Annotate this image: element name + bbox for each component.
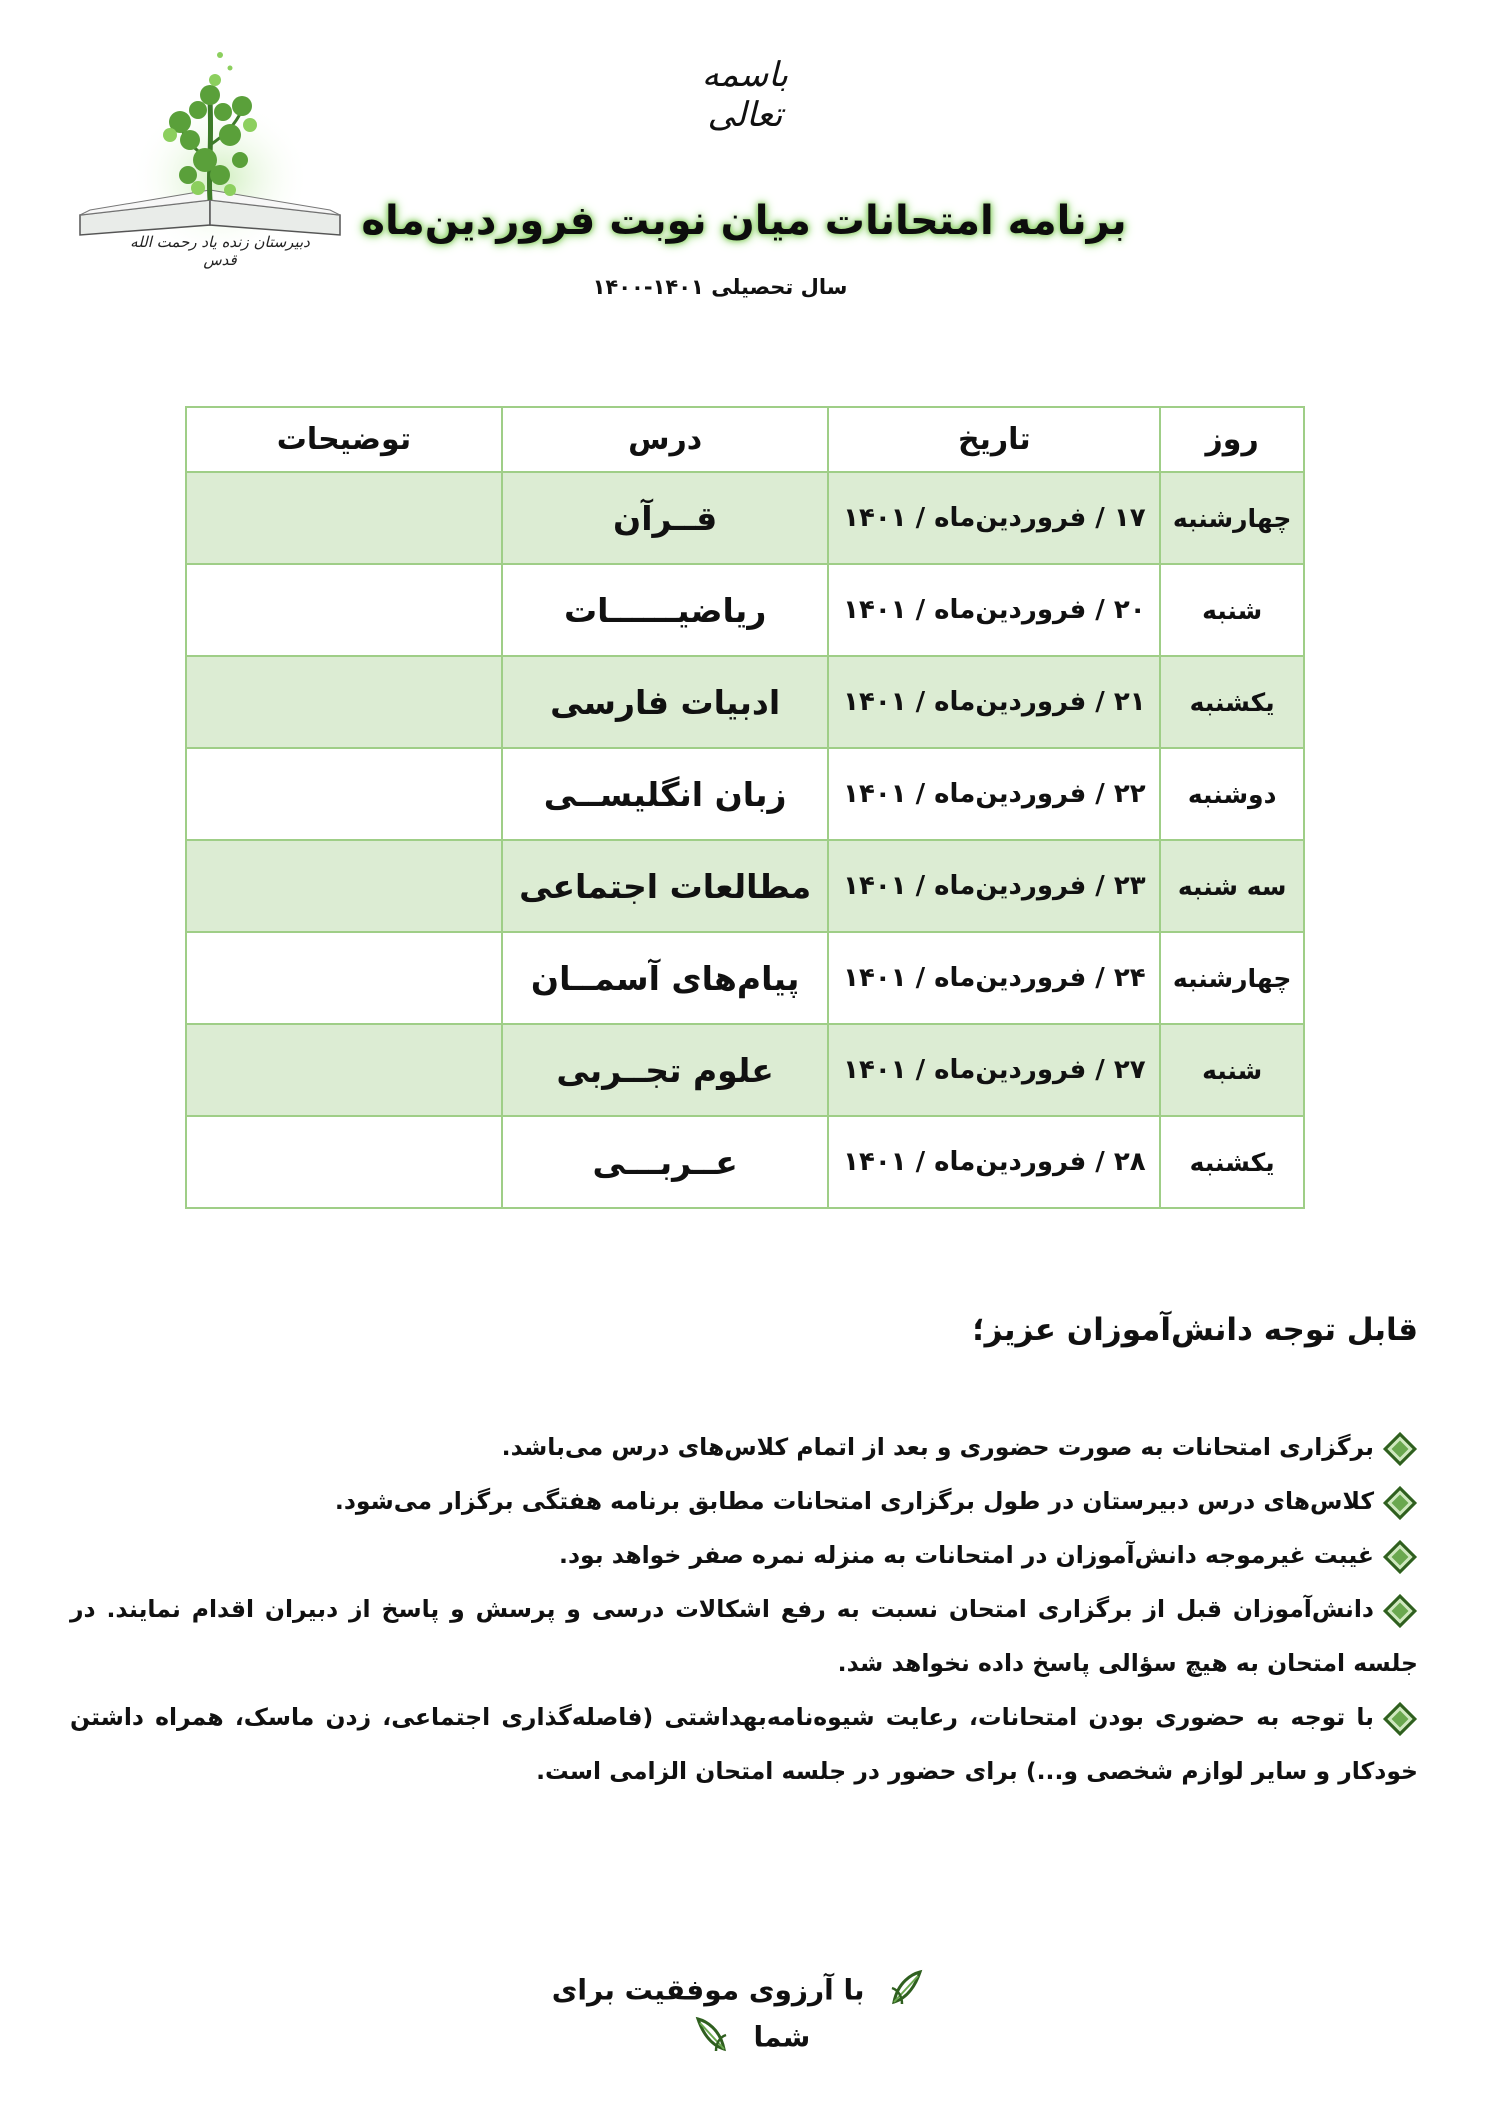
- cell-date: ۲۴ / فروردین‌ماه / ۱۴۰۱: [828, 932, 1160, 1024]
- header-notes: توضیحات: [186, 407, 502, 472]
- table-row: [186, 748, 1304, 840]
- cell-notes: [186, 840, 502, 932]
- cell-subject: عــربـــی: [502, 1116, 829, 1208]
- cell-subject: ریاضیــــــات: [502, 564, 829, 656]
- note-text: برگزاری امتحانات به صورت حضوری و بعد از اتمام کلاس‌های درس می‌باشد.: [501, 1433, 1374, 1461]
- cell-date: ۲۲ / فروردین‌ماه / ۱۴۰۱: [828, 748, 1160, 840]
- notes-title: قابل توجه دانش‌آموزان عزیز؛: [972, 1312, 1418, 1348]
- cell-date: ۲۸ / فروردین‌ماه / ۱۴۰۱: [828, 1116, 1160, 1208]
- cell-subject: زبان انگلیســی: [502, 748, 829, 840]
- cell-date: ۲۷ / فروردین‌ماه / ۱۴۰۱: [828, 1024, 1160, 1116]
- cell-notes: [186, 656, 502, 748]
- table-row: [186, 656, 1304, 748]
- header-date: تاریخ: [828, 407, 1160, 472]
- cell-day: سه شنبه: [1160, 840, 1304, 932]
- exam-schedule-table: [185, 406, 1305, 1209]
- cell-day: یکشنبه: [1160, 1116, 1304, 1208]
- footer-wish: [520, 1968, 970, 2062]
- cell-notes: [186, 1116, 502, 1208]
- table-row: [186, 1116, 1304, 1208]
- page-title: برنامه امتحانات میان نوبت فروردین‌ماه: [361, 198, 1127, 244]
- cell-day: شنبه: [1160, 564, 1304, 656]
- basmala: باسمه تعالی: [701, 55, 789, 135]
- header-subject: درس: [502, 407, 829, 472]
- cell-day: شنبه: [1160, 1024, 1304, 1116]
- cell-date: ۲۰ / فروردین‌ماه / ۱۴۰۱: [828, 564, 1160, 656]
- logo-caption: دبیرستان زنده یاد رحمت الله قدس: [130, 233, 310, 269]
- diamond-bullet-icon: [1383, 1432, 1417, 1466]
- list-item: [70, 1420, 1418, 1474]
- note-text: با توجه به حضوری بودن امتحانات، رعایت شیوه‌نامه‌بهداشتی (فاصله‌گذاری اجتماعی، زدن ماسک، همراه داشتن خودکار و سایر لوازم شخصی و...) برای حضور در جلسه امتحان الزامی است.: [70, 1703, 1418, 1785]
- academic-year: سال تحصیلی ۱۴۰۱-۱۴۰۰: [592, 275, 848, 299]
- cell-day: چهارشنبه: [1160, 932, 1304, 1024]
- table-row: [186, 564, 1304, 656]
- diamond-bullet-icon: [1383, 1702, 1417, 1736]
- diamond-bullet-icon: [1383, 1540, 1417, 1574]
- cell-subject: ادبیات فارسی: [502, 656, 829, 748]
- note-text: کلاس‌های درس دبیرستان در طول برگزاری امتحانات مطابق برنامه هفتگی برگزار می‌شود.: [334, 1487, 1374, 1515]
- cell-notes: [186, 1024, 502, 1116]
- cell-date: ۱۷ / فروردین‌ماه / ۱۴۰۱: [828, 472, 1160, 564]
- cell-subject: پیام‌های آسمــان: [502, 932, 829, 1024]
- cell-date: ۲۱ / فروردین‌ماه / ۱۴۰۱: [828, 656, 1160, 748]
- cell-subject: قــرآن: [502, 472, 829, 564]
- list-item: [70, 1528, 1418, 1582]
- list-item: [70, 1690, 1418, 1798]
- cell-day: چهارشنبه: [1160, 472, 1304, 564]
- leaf-ornament-icon: [888, 1968, 924, 2015]
- table-row: [186, 1024, 1304, 1116]
- cell-notes: [186, 564, 502, 656]
- cell-subject: مطالعات اجتماعی: [502, 840, 829, 932]
- footer-text: با آرزوی موفقیت برای شما: [551, 1973, 865, 2054]
- diamond-bullet-icon: [1383, 1594, 1417, 1628]
- cell-notes: [186, 472, 502, 564]
- cell-day: یکشنبه: [1160, 656, 1304, 748]
- cell-day: دوشنبه: [1160, 748, 1304, 840]
- cell-notes: [186, 748, 502, 840]
- notes-list: [70, 1420, 1418, 1798]
- leaf-ornament-icon: [694, 2015, 730, 2062]
- diamond-bullet-icon: [1383, 1486, 1417, 1520]
- list-item: [70, 1582, 1418, 1690]
- list-item: [70, 1474, 1418, 1528]
- table-row: [186, 840, 1304, 932]
- note-text: غیبت غیرموجه دانش‌آموزان در امتحانات به منزله نمره صفر خواهد بود.: [559, 1541, 1374, 1569]
- cell-subject: علوم تجــربی: [502, 1024, 829, 1116]
- header-day: روز: [1160, 407, 1304, 472]
- table-row: [186, 932, 1304, 1024]
- table-header-row: [186, 407, 1304, 472]
- cell-notes: [186, 932, 502, 1024]
- cell-date: ۲۳ / فروردین‌ماه / ۱۴۰۱: [828, 840, 1160, 932]
- note-text: دانش‌آموزان قبل از برگزاری امتحان نسبت به رفع اشکالات درسی و پرسش و پاسخ از دبیران اقدام نمایند. در جلسه امتحان به هیچ سؤالی پاسخ داده نخواهد شد.: [70, 1595, 1418, 1677]
- table-row: [186, 472, 1304, 564]
